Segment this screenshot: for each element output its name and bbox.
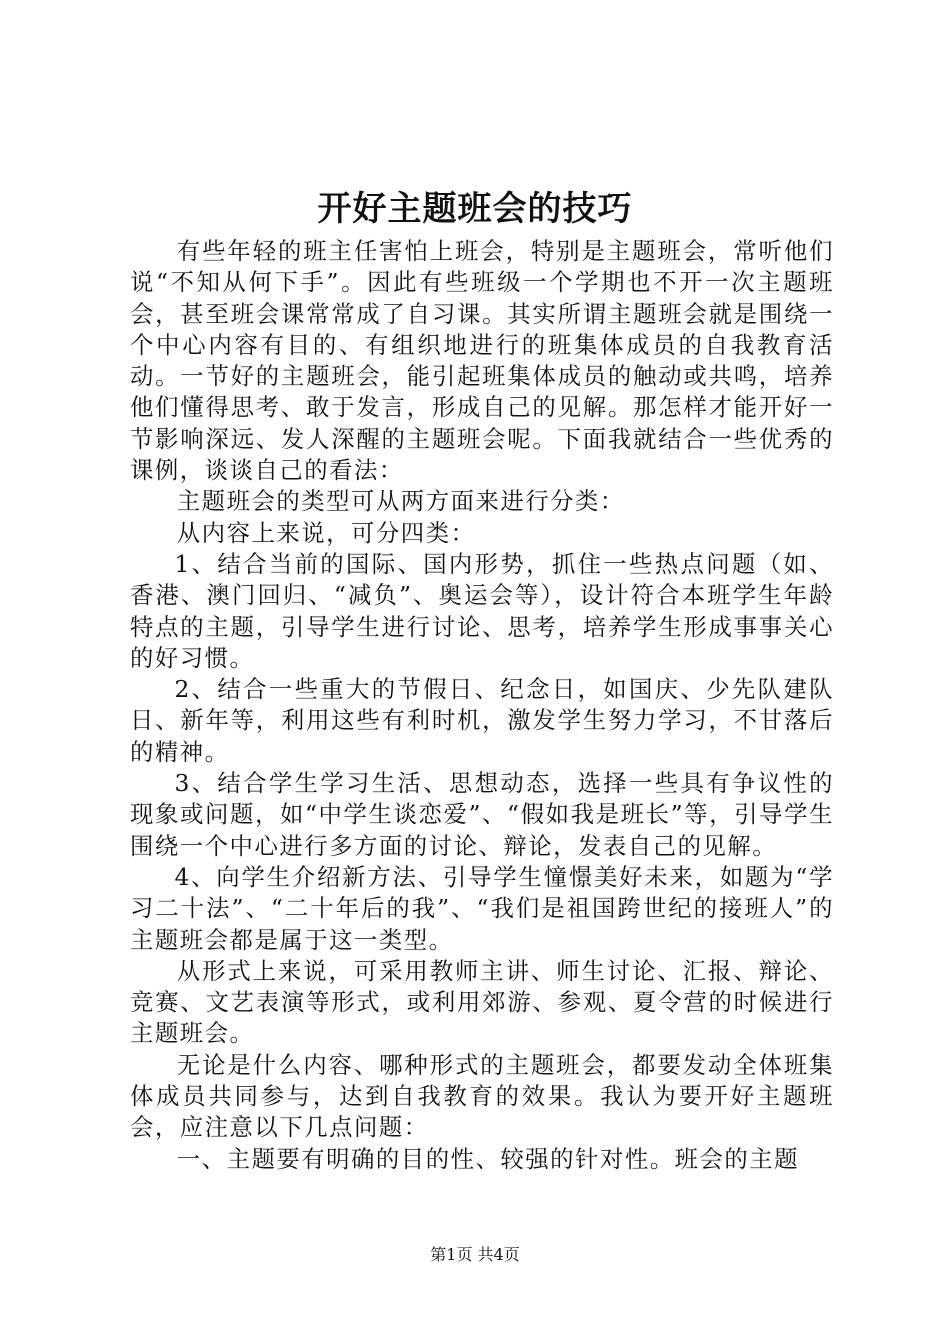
document-title: 开好主题班会的技巧 (317, 189, 633, 229)
paragraph-participation: 无论是什么内容、哪种形式的主题班会，都要发动全体班集体成员共同参与，达到自我教育的效果。我认为要开好主题班会，应注意以下几点问题： (130, 1050, 834, 1142)
paragraph-content-types: 从内容上来说，可分四类： (176, 518, 476, 547)
page-number-footer: 第1页 共4页 (430, 1245, 520, 1264)
paragraph-item-2: 2、结合一些重大的节假日、纪念日，如国庆、少先队建队日、新年等，利用这些有利时机，激发学生努力学习，不甘落后的精神。 (130, 675, 834, 766)
paragraph-types: 主题班会的类型可从两方面来进行分类： (176, 487, 625, 516)
paragraph-item-4: 4、向学生介绍新方法、引导学生憧憬美好未来，如题为“学习二十法”、“二十年后的我”、“我们是祖国跨世纪的接班人”的主题班会都是属于这一类型。 (130, 862, 834, 954)
paragraph-intro: 有些年轻的班主任害怕上班会，特别是主题班会，常听他们说“不知从何下手”。因此有些班级一个学期也不开一次主题班会，甚至班会课常常成了自习课。其实所谓主题班会就是围绕一个中心内容有目的、有组织地进行的班集体成员的自我教育活动。一节好的主题班会，能引起班集体成员的触动或共鸣，培养他们懂得思考、敢于发言，形成自己的见解。那怎样才能开好一节影响深远、发人深醒的主题班会呢。下面我就结合一些优秀的课例，谈谈自己的看法： (130, 237, 834, 485)
paragraph-point-one: 一、主题要有明确的目的性、较强的针对性。班会的主题 (176, 1144, 800, 1173)
paragraph-form-types: 从形式上来说，可采用教师主讲、师生讨论、汇报、辩论、竞赛、文艺表演等形式，或利用郊游、参观、夏令营的时候进行主题班会。 (130, 956, 834, 1048)
paragraph-item-3: 3、结合学生学习生活、思想动态，选择一些具有争议性的现象或问题，如“中学生谈恋爱”、“假如我是班长”等，引导学生围绕一个中心进行多方面的讨论、辩论，发表自己的见解。 (130, 769, 834, 860)
document-body (130, 236, 834, 1175)
paragraph-item-1: 1、结合当前的国际、国内形势，抓住一些热点问题（如、香港、澳门回归、“减负”、奥运会等），设计符合本班学生年龄特点的主题，引导学生进行讨论、思考，培养学生形成事事关心的好习惯。 (130, 549, 834, 672)
